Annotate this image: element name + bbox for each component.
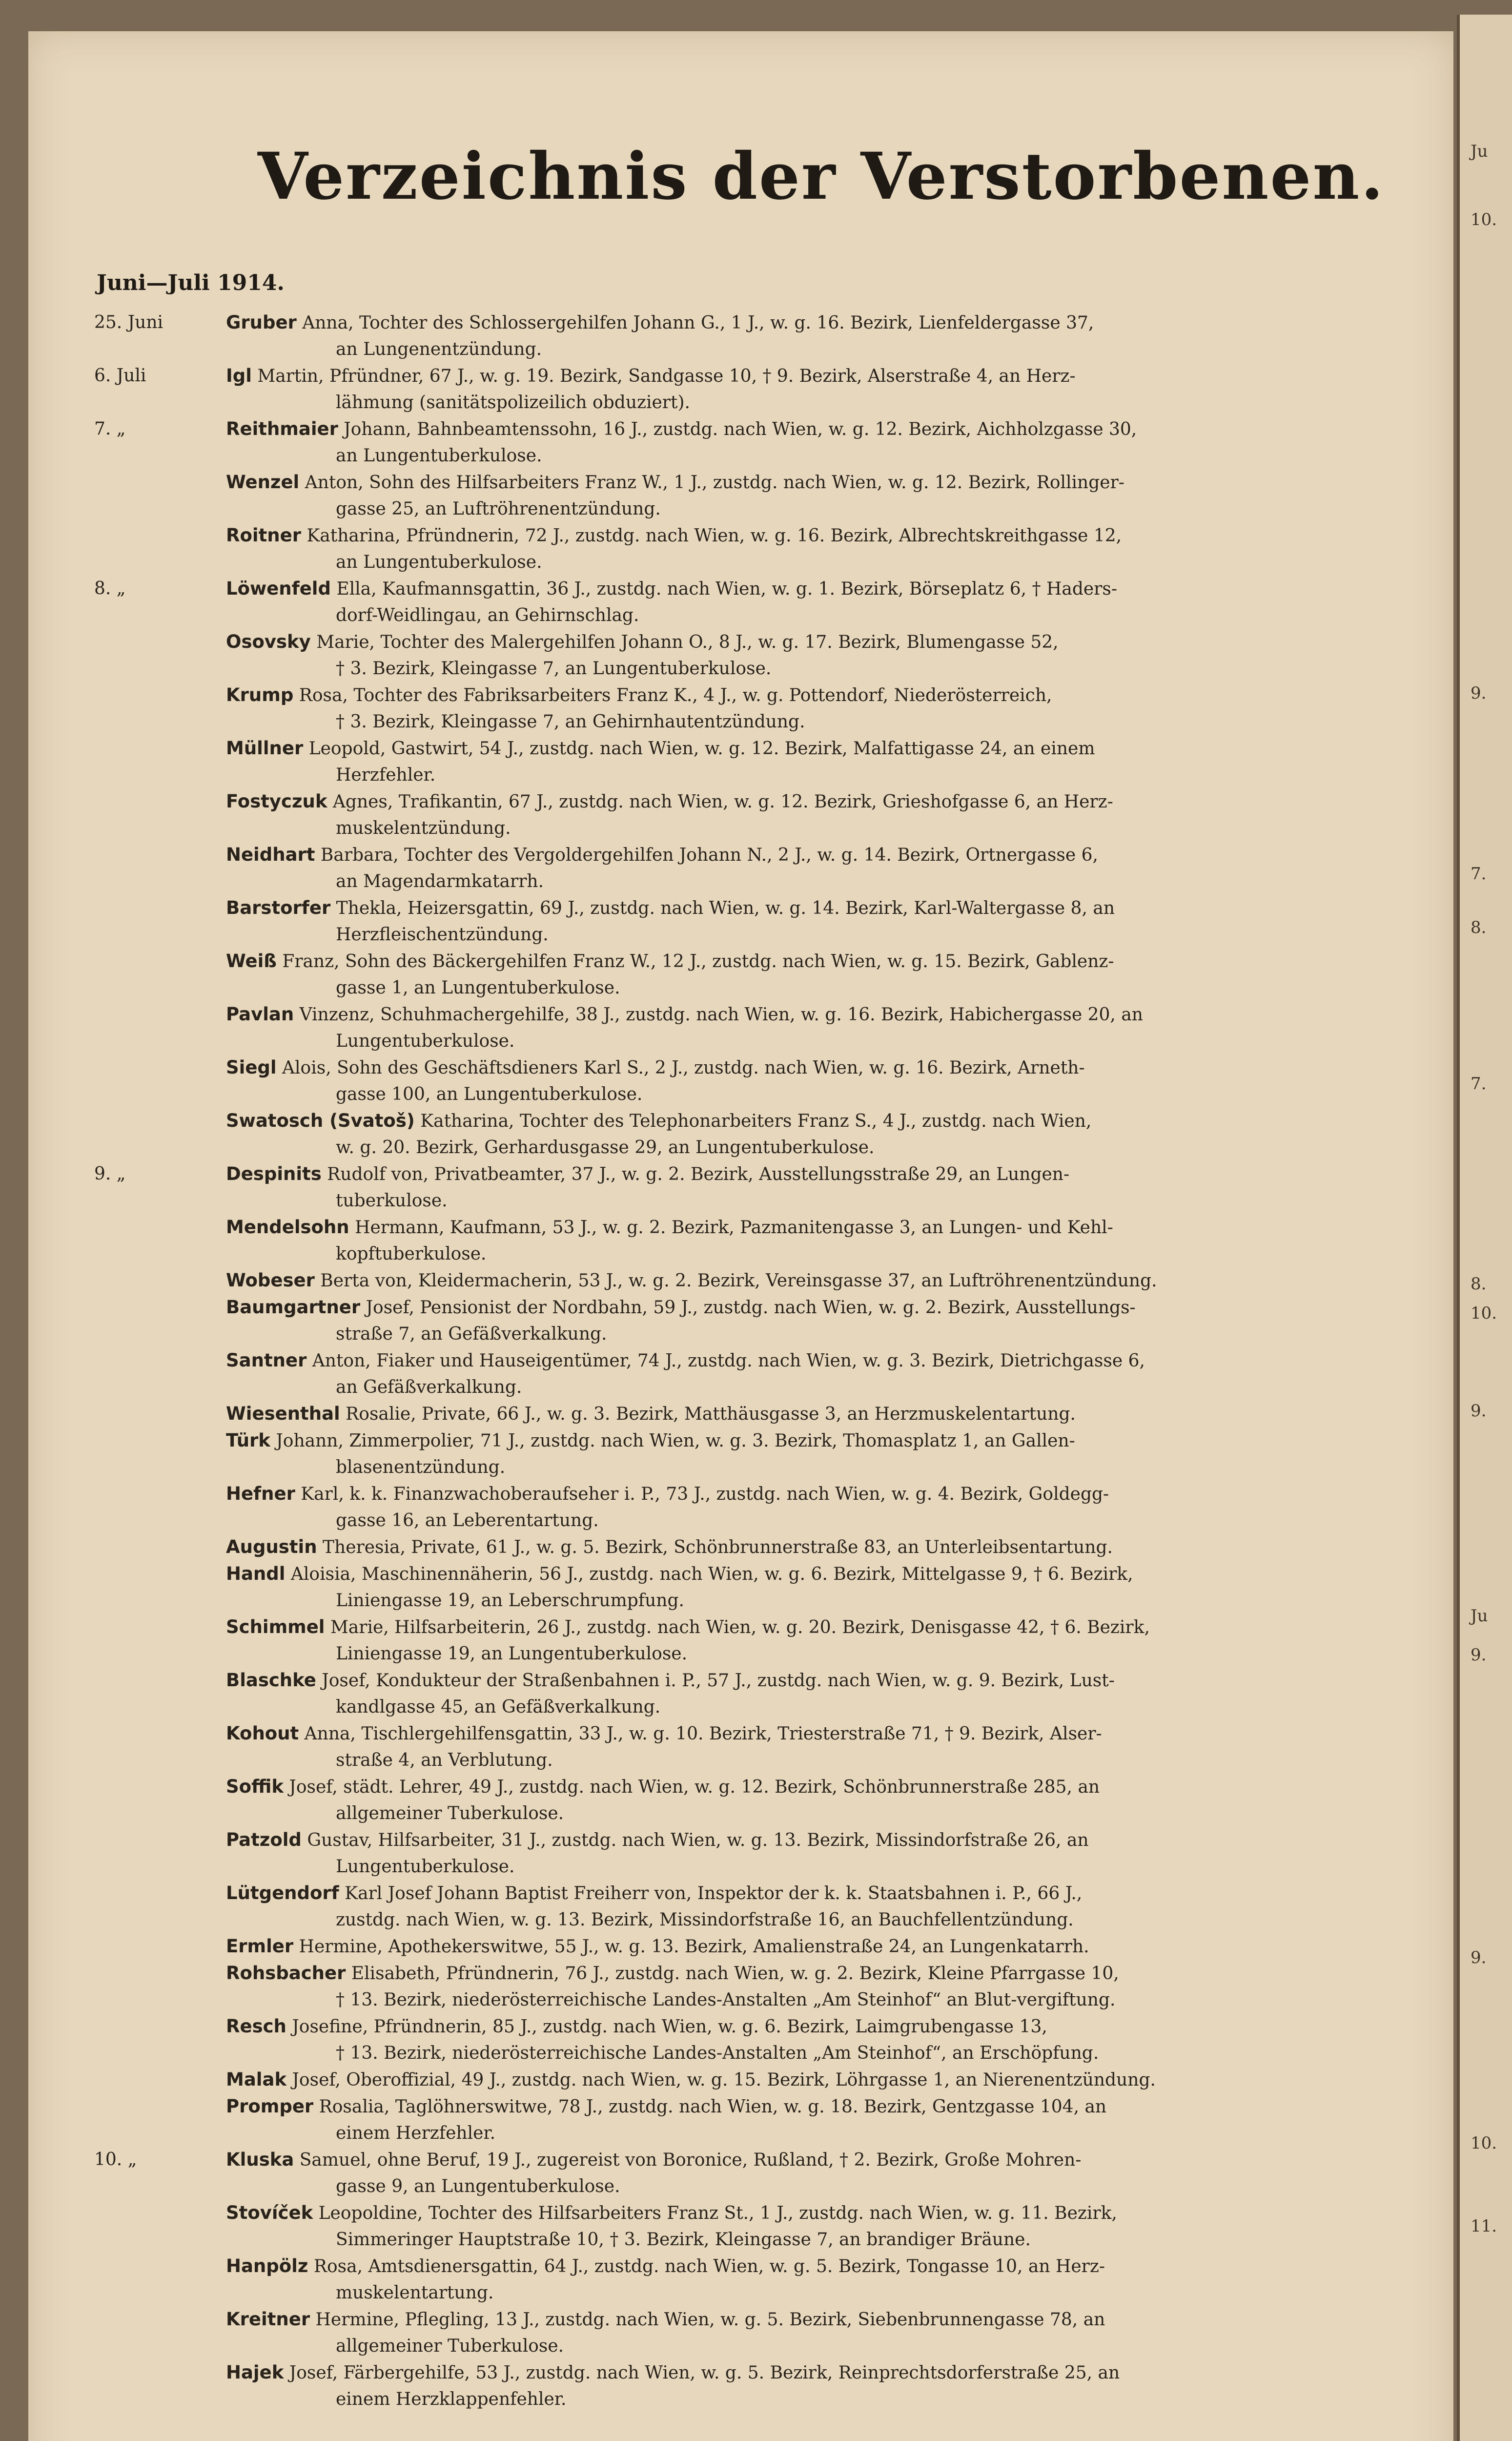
register-entry (28, 469, 1453, 522)
entry-details: Anton, Fiaker und Hauseigentümer, 74 J., zustdg. nach Wien, w. g. 3. Bezirk, Dietrichgasse 6, (306, 1351, 1145, 1371)
entry-details: Josef, Kondukteur der Straßenbahnen i. P., 57 J., zustdg. nach Wien, w. g. 9. Bezirk, Lust- (316, 1671, 1115, 1691)
deceased-surname: Osovsky (226, 631, 311, 652)
register-entry (28, 895, 1453, 948)
entry-details: Gustav, Hilfsarbeiter, 31 J., zustdg. nach Wien, w. g. 13. Bezirk, Missindorfstraße 26, an (301, 1830, 1089, 1850)
entry-continuation: gasse 100, an Lungentuberkulose. (336, 1084, 643, 1104)
register-entry (28, 1960, 1453, 2013)
entry-continuation: an Gefäßverkalkung. (336, 1377, 522, 1397)
register-entry (28, 1001, 1453, 1055)
deceased-surname: Siegl (226, 1057, 277, 1078)
entry-continuation: einem Herzklappenfehler. (336, 2389, 567, 2409)
entry-details: Josef, städt. Lehrer, 49 J., zustdg. nach Wien, w. g. 12. Bezirk, Schönbrunnerstraße 285, an (283, 1777, 1100, 1797)
register-entry (28, 1055, 1453, 1108)
next-page-fragment: 8. (1471, 1274, 1487, 1294)
entry-continuation: Liniengasse 19, an Lungentuberkulose. (336, 1644, 688, 1664)
entry-details: Martin, Pfründner, 67 J., w. g. 19. Bezirk, Sandgasse 10, † 9. Bezirk, Alserstraße 4, an Herz- (251, 366, 1076, 386)
entry-text (226, 2200, 1422, 2227)
register-entry (28, 1774, 1453, 1827)
entry-date: 9. „ (94, 1164, 126, 1184)
entry-continuation: Herzfleischentzündung. (336, 925, 549, 945)
entry-date: 25. Juni (94, 312, 163, 332)
register-entry (28, 1161, 1453, 1214)
next-page-fragment: 9. (1471, 1645, 1487, 1665)
register-entry (28, 416, 1453, 469)
deceased-surname: Baumgartner (226, 1297, 361, 1318)
deceased-surname: Hanpölz (226, 2255, 308, 2276)
entry-details: Leopold, Gastwirt, 54 J., zustdg. nach Wien, w. g. 12. Bezirk, Malfattigasse 24, an einem (303, 739, 1095, 759)
entry-date: 7. „ (94, 419, 126, 439)
deceased-surname: Wobeser (226, 1270, 315, 1291)
entry-text (226, 1960, 1422, 1987)
entry-continuation: gasse 16, an Leberentartung. (336, 1510, 599, 1531)
register-entry (28, 1933, 1453, 1960)
register-entry (28, 2306, 1453, 2359)
entry-text (226, 310, 1422, 336)
entry-details: Rosa, Amtsdienersgattin, 64 J., zustdg. nach Wien, w. g. 5. Bezirk, Tongasse 10, an Herz- (308, 2256, 1105, 2276)
entry-text (226, 735, 1422, 762)
entry-continuation: zustdg. nach Wien, w. g. 13. Bezirk, Missindorfstraße 16, an Bauchfellentzündung. (336, 1910, 1074, 1930)
entry-text (226, 2306, 1422, 2333)
entry-details: Hermine, Apothekerswitwe, 55 J., w. g. 13. Bezirk, Amalienstraße 24, an Lungenkatarrh. (293, 1937, 1089, 1957)
entry-text (226, 1347, 1422, 1374)
entry-details: Alois, Sohn des Geschäftsdieners Karl S., 2 J., zustdg. nach Wien, w. g. 16. Bezirk, Arneth- (276, 1058, 1085, 1078)
entry-text (226, 363, 1422, 390)
register-entry (28, 1827, 1453, 1880)
entry-details: Samuel, ohne Beruf, 19 J., zugereist von Boronice, Rußland, † 2. Bezirk, Große Mohren- (294, 2150, 1082, 2170)
register-entry (28, 2200, 1453, 2253)
entry-details: Josef, Oberoffizial, 49 J., zustdg. nach Wien, w. g. 15. Bezirk, Löhrgasse 1, an Nierenentzündung. (286, 2070, 1156, 2090)
register-entry (28, 1427, 1453, 1481)
deceased-surname: Despinits (226, 1163, 322, 1184)
entry-details: Karl, k. k. Finanzwachoberaufseher i. P., 73 J., zustdg. nach Wien, w. g. 4. Bezirk, Goldegg- (295, 1484, 1109, 1504)
deceased-surname: Kohout (226, 1723, 299, 1744)
entry-continuation: Lungentuberkulose. (336, 1031, 515, 1051)
deceased-surname: Augustin (226, 1536, 317, 1557)
entry-text (226, 1667, 1422, 1694)
entry-details: Rudolf von, Privatbeamter, 37 J., w. g. 2. Bezirk, Ausstellungsstraße 29, an Lungen- (321, 1164, 1070, 1184)
entry-text (226, 895, 1422, 922)
entry-details: Marie, Tochter des Malergehilfen Johann O., 8 J., w. g. 17. Bezirk, Blumengasse 52, (310, 632, 1059, 652)
deceased-surname: Hefner (226, 1483, 295, 1504)
entry-text (226, 416, 1422, 443)
entry-text (226, 1614, 1422, 1641)
document-page (28, 31, 1453, 2441)
deceased-surname: Patzold (226, 1829, 302, 1850)
deceased-surname: Swatosch (Svatoš) (226, 1110, 415, 1131)
period-heading: Juni—Juli 1914. (97, 270, 285, 295)
entry-text (226, 2067, 1422, 2093)
register-entry (28, 788, 1453, 842)
next-page-fragment: 9. (1471, 1948, 1487, 1967)
deceased-surname: Schimmel (226, 1616, 325, 1637)
deceased-surname: Mendelsohn (226, 1217, 349, 1238)
entry-details: Johann, Bahnbeamtenssohn, 16 J., zustdg. nach Wien, w. g. 12. Bezirk, Aichholzgasse 30, (338, 419, 1137, 439)
entry-continuation: an Lungentuberkulose. (336, 552, 542, 572)
entry-text (226, 1401, 1422, 1427)
entry-continuation: allgemeiner Tuberkulose. (336, 1803, 564, 1823)
deceased-surname: Reithmaier (226, 418, 338, 439)
deceased-surname: Müllner (226, 738, 304, 759)
register-entry (28, 576, 1453, 629)
register-entry (28, 682, 1453, 735)
entry-continuation: straße 7, an Gefäßverkalkung. (336, 1324, 607, 1344)
next-page-fragment: 9. (1471, 1401, 1487, 1421)
entry-continuation: dorf-Weidlingau, an Gehirnschlag. (336, 605, 639, 625)
deceased-surname: Blaschke (226, 1670, 316, 1691)
entry-text (226, 2093, 1422, 2120)
entry-text (226, 1108, 1422, 1135)
entry-text (226, 1267, 1422, 1294)
entry-continuation: † 13. Bezirk, niederösterreichische Landes-Anstalten „Am Steinhof“, an Erschöpfung. (336, 2043, 1099, 2063)
entry-details: Anna, Tischlergehilfensgattin, 33 J., w. g. 10. Bezirk, Triesterstraße 71, † 9. Bezirk, Alser- (299, 1724, 1102, 1744)
register-entry (28, 1294, 1453, 1347)
register-entry (28, 1561, 1453, 1614)
entry-details: Josef, Pensionist der Nordbahn, 59 J., zustdg. nach Wien, w. g. 2. Bezirk, Ausstellungs- (360, 1298, 1136, 1318)
entry-date: 10. „ (94, 2150, 137, 2170)
next-page-fragment: 10. (1471, 2133, 1497, 2153)
entry-continuation: an Lungenentzündung. (336, 339, 542, 359)
entry-details: Barbara, Tochter des Vergoldergehilfen Johann N., 2 J., w. g. 14. Bezirk, Ortnergasse 6, (315, 845, 1098, 865)
register-entry (28, 1667, 1453, 1720)
register-entry (28, 2067, 1453, 2093)
entry-details: Johann, Zimmerpolier, 71 J., zustdg. nach Wien, w. g. 3. Bezirk, Thomasplatz 1, an Gallen- (270, 1431, 1075, 1451)
deceased-surname: Stovíček (226, 2202, 313, 2223)
entry-continuation: Simmeringer Hauptstraße 10, † 3. Bezirk, Kleingasse 7, an brandiger Bräune. (336, 2230, 1031, 2250)
register-entry (28, 948, 1453, 1001)
register-entry (28, 2359, 1453, 2413)
deceased-surname: Pavlan (226, 1004, 294, 1025)
register-entry (28, 1401, 1453, 1427)
deceased-surname: Rohsbacher (226, 1963, 346, 1984)
register-entry (28, 735, 1453, 788)
deceased-surname: Igl (226, 365, 252, 386)
entry-details: Agnes, Trafikantin, 67 J., zustdg. nach Wien, w. g. 12. Bezirk, Grieshofgasse 6, an Herz- (327, 792, 1113, 812)
entry-continuation: an Magendarmkatarrh. (336, 871, 544, 891)
deceased-surname: Soffik (226, 1776, 284, 1797)
deceased-surname: Lütgendorf (226, 1882, 339, 1903)
entry-continuation: gasse 25, an Luftröhrenentzündung. (336, 499, 661, 519)
entry-text (226, 682, 1422, 709)
entry-continuation: muskelentartung. (336, 2283, 494, 2303)
next-page-fragment: 11. (1471, 2216, 1497, 2236)
deceased-surname: Resch (226, 2016, 286, 2037)
entry-text (226, 788, 1422, 815)
entry-continuation: † 3. Bezirk, Kleingasse 7, an Gehirnhautentzündung. (336, 712, 805, 732)
entry-continuation: einem Herzfehler. (336, 2123, 496, 2143)
entry-text (226, 629, 1422, 656)
deceased-surname: Gruber (226, 312, 297, 333)
register-entry (28, 1481, 1453, 1534)
entry-text (226, 1827, 1422, 1854)
deceased-surname: Promper (226, 2096, 314, 2117)
entry-details: Anna, Tochter des Schlossergehilfen Johann G., 1 J., w. g. 16. Bezirk, Lienfeldergasse 37, (296, 313, 1094, 333)
entry-continuation: blasenentzündung. (336, 1457, 506, 1477)
register-entry (28, 2253, 1453, 2306)
entry-date: 8. „ (94, 579, 126, 599)
register-entry (28, 2093, 1453, 2147)
entry-text (226, 1561, 1422, 1588)
entry-details: Vinzenz, Schuhmachergehilfe, 38 J., zustdg. nach Wien, w. g. 16. Bezirk, Habichergasse 20, an (294, 1005, 1143, 1025)
register-entry (28, 2147, 1453, 2200)
entry-text (226, 2359, 1422, 2386)
entry-date: 6. Juli (94, 366, 146, 386)
entry-details: Franz, Sohn des Bäckergehilfen Franz W., 12 J., zustdg. nach Wien, w. g. 15. Bezirk, Gablenz- (276, 952, 1114, 972)
deceased-surname: Fostyczuk (226, 791, 327, 812)
entry-details: Josef, Färbergehilfe, 53 J., zustdg. nach Wien, w. g. 5. Bezirk, Reinprechtsdorferstraße 25, an (284, 2363, 1120, 2383)
entry-text (226, 842, 1422, 869)
entry-details: Leopoldine, Tochter des Hilfsarbeiters Franz St., 1 J., zustdg. nach Wien, w. g. 11. Bezirk, (313, 2203, 1117, 2223)
adjacent-page-edge (1457, 15, 1512, 2441)
entry-text (226, 1214, 1422, 1241)
entry-text (226, 1933, 1422, 1960)
entry-text (226, 2253, 1422, 2280)
entry-details: Aloisia, Maschinennäherin, 56 J., zustdg. nach Wien, w. g. 6. Bezirk, Mittelgasse 9, † 6. Bezirk, (285, 1564, 1133, 1584)
entry-continuation: an Lungentuberkulose. (336, 446, 542, 466)
next-page-fragment: Ju (1471, 1606, 1488, 1626)
entry-text (226, 522, 1422, 549)
entry-text (226, 1294, 1422, 1321)
entry-continuation: gasse 9, an Lungentuberkulose. (336, 2176, 620, 2196)
next-page-fragment: 7. (1471, 864, 1487, 884)
deceased-surname: Roitner (226, 525, 301, 546)
entry-details: Ella, Kaufmannsgattin, 36 J., zustdg. nach Wien, w. g. 1. Bezirk, Börseplatz 6, † Haders- (330, 579, 1118, 599)
entry-text (226, 2013, 1422, 2040)
entry-continuation: kandlgasse 45, an Gefäßverkalkung. (336, 1697, 661, 1717)
entry-details: Josefine, Pfründnerin, 85 J., zustdg. nach Wien, w. g. 6. Bezirk, Laimgrubengasse 13, (286, 2017, 1047, 2037)
entry-details: Karl Josef Johann Baptist Freiherr von, Inspektor der k. k. Staatsbahnen i. P., 66 J., (339, 1883, 1083, 1903)
entry-continuation: Liniengasse 19, an Leberschrumpfung. (336, 1591, 684, 1611)
register-entry (28, 1880, 1453, 1933)
register-entry (28, 1614, 1453, 1667)
register-entry (28, 1347, 1453, 1401)
next-page-fragment: 9. (1471, 683, 1487, 703)
entry-details: Hermann, Kaufmann, 53 J., w. g. 2. Bezirk, Pazmanitengasse 3, an Lungen- und Kehl- (349, 1218, 1113, 1238)
entry-text (226, 576, 1422, 602)
register-entry (28, 310, 1453, 363)
register-entry (28, 1534, 1453, 1561)
entry-text (226, 1001, 1422, 1028)
entry-continuation: kopftuberkulose. (336, 1244, 487, 1264)
deceased-surname: Krump (226, 684, 294, 705)
entry-continuation: lähmung (sanitätspolizeilich obduziert). (336, 393, 690, 413)
next-page-fragment: Ju (1471, 142, 1488, 161)
register-entry (28, 1108, 1453, 1161)
entry-details: Rosalie, Private, 66 J., w. g. 3. Bezirk, Matthäusgasse 3, an Herzmuskelentartung. (340, 1404, 1076, 1424)
page-title: Verzeichnis der Verstorbenen. (258, 139, 1385, 214)
deceased-surname: Handl (226, 1563, 286, 1584)
register-entry (28, 2013, 1453, 2067)
entry-text (226, 948, 1422, 975)
entry-details: Anton, Sohn des Hilfsarbeiters Franz W., 1 J., zustdg. nach Wien, w. g. 12. Bezirk, Rollinger- (299, 473, 1124, 493)
entry-continuation: w. g. 20. Bezirk, Gerhardusgasse 29, an Lungentuberkulose. (336, 1138, 875, 1158)
register-entry (28, 1214, 1453, 1267)
deceased-surname: Wenzel (226, 472, 300, 493)
deceased-surname: Neidhart (226, 844, 315, 865)
register-entry (28, 522, 1453, 576)
entry-continuation: allgemeiner Tuberkulose. (336, 2336, 564, 2356)
deceased-surname: Türk (226, 1430, 270, 1451)
deceased-surname: Kluska (226, 2149, 294, 2170)
entry-text (226, 1720, 1422, 1747)
next-page-fragment: 10. (1471, 1303, 1497, 1323)
entry-continuation: † 13. Bezirk, niederösterreichische Landes-Anstalten „Am Steinhof“ an Blut-vergiftung. (336, 1990, 1116, 2010)
entry-continuation: gasse 1, an Lungentuberkulose. (336, 978, 620, 998)
entry-details: Elisabeth, Pfründnerin, 76 J., zustdg. nach Wien, w. g. 2. Bezirk, Kleine Pfarrgasse 10, (346, 1964, 1119, 1984)
entry-text (226, 1880, 1422, 1907)
entry-text (226, 1161, 1422, 1188)
deceased-surname: Barstorfer (226, 897, 331, 918)
death-register-list (28, 310, 1453, 2413)
deceased-surname: Weiß (226, 951, 277, 972)
next-page-fragment: 7. (1471, 1074, 1487, 1094)
entry-continuation: † 3. Bezirk, Kleingasse 7, an Lungentuberkulose. (336, 659, 772, 679)
entry-continuation: Lungentuberkulose. (336, 1857, 515, 1877)
entry-continuation: tuberkulose. (336, 1191, 448, 1211)
entry-details: Katharina, Tochter des Telephonarbeiters Franz S., 4 J., zustdg. nach Wien, (414, 1111, 1092, 1131)
entry-details: Rosa, Tochter des Fabriksarbeiters Franz K., 4 J., w. g. Pottendorf, Niederösterreich, (293, 685, 1052, 705)
deceased-surname: Wiesenthal (226, 1403, 340, 1424)
entry-details: Theresia, Private, 61 J., w. g. 5. Bezirk, Schönbrunnerstraße 83, an Unterleibsentartung. (317, 1537, 1113, 1557)
register-entry (28, 363, 1453, 416)
entry-details: Marie, Hilfsarbeiterin, 26 J., zustdg. nach Wien, w. g. 20. Bezirk, Denisgasse 42, † 6. Bezirk, (325, 1617, 1150, 1637)
deceased-surname: Santner (226, 1350, 307, 1371)
entry-text (226, 1774, 1422, 1800)
register-entry (28, 1720, 1453, 1774)
entry-text (226, 1055, 1422, 1081)
deceased-surname: Hajek (226, 2362, 284, 2383)
deceased-surname: Ermler (226, 1936, 294, 1957)
deceased-surname: Malak (226, 2069, 287, 2090)
entry-text (226, 469, 1422, 496)
entry-details: Berta von, Kleidermacherin, 53 J., w. g. 2. Bezirk, Vereinsgasse 37, an Luftröhrenentzündung. (314, 1271, 1157, 1291)
entry-details: Thekla, Heizersgattin, 69 J., zustdg. nach Wien, w. g. 14. Bezirk, Karl-Waltergasse 8, an (330, 898, 1115, 918)
register-entry (28, 629, 1453, 682)
entry-text (226, 2147, 1422, 2173)
entry-details: Katharina, Pfründnerin, 72 J., zustdg. nach Wien, w. g. 16. Bezirk, Albrechtskreithgasse 12, (301, 526, 1122, 546)
entry-continuation: Herzfehler. (336, 765, 436, 785)
entry-continuation: straße 4, an Verblutung. (336, 1750, 553, 1770)
deceased-surname: Kreitner (226, 2309, 310, 2330)
next-page-fragment: 8. (1471, 918, 1487, 937)
entry-details: Rosalia, Taglöhnerswitwe, 78 J., zustdg. nach Wien, w. g. 18. Bezirk, Gentzgasse 104, an (313, 2097, 1107, 2117)
entry-details: Hermine, Pflegling, 13 J., zustdg. nach Wien, w. g. 5. Bezirk, Siebenbrunnengasse 78, an (310, 2310, 1105, 2330)
entry-continuation: muskelentzündung. (336, 818, 511, 838)
register-entry (28, 842, 1453, 895)
entry-text (226, 1481, 1422, 1508)
entry-text (226, 1427, 1422, 1454)
entry-text (226, 1534, 1422, 1561)
next-page-fragment: 10. (1471, 210, 1497, 229)
register-entry (28, 1267, 1453, 1294)
deceased-surname: Löwenfeld (226, 578, 331, 599)
